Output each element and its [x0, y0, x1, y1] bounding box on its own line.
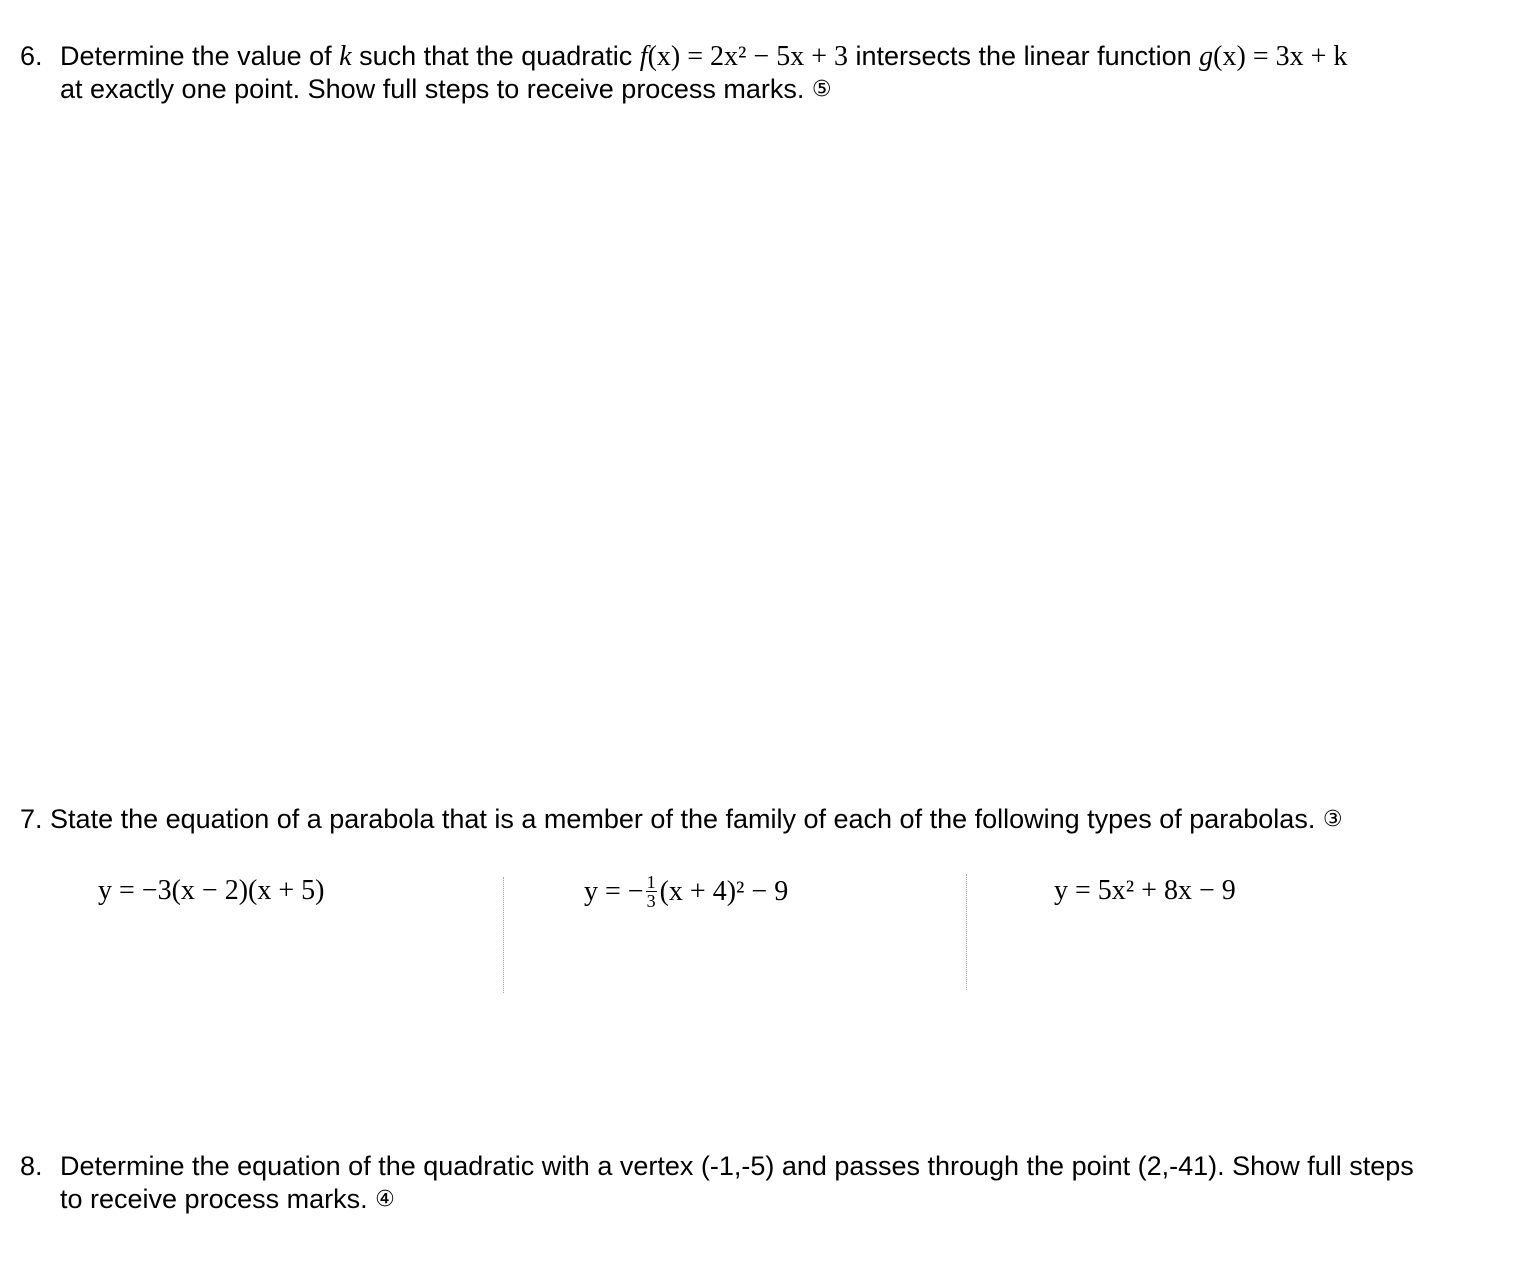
- question-6-text-part: such that the quadratic: [351, 41, 640, 71]
- question-8: [20, 1150, 1510, 1218]
- marks-badge: ③: [1322, 807, 1343, 832]
- question-6-text: [20, 40, 1500, 108]
- question-6: [20, 40, 1500, 108]
- variable-k: k: [339, 41, 352, 72]
- question-6-number: 6.: [20, 41, 43, 71]
- question-7-number: 7.: [20, 804, 43, 834]
- column-divider: [966, 874, 967, 990]
- column-divider: [503, 877, 504, 993]
- fraction-one-third: $\frac{1}{3}$: [646, 872, 656, 911]
- marks-badge: ④: [375, 1187, 395, 1212]
- equation-vertex-suffix: (x + 4)² − 9: [659, 875, 789, 907]
- linear-g: g(x) = 3x + k: [1199, 41, 1348, 72]
- question-8-text: [20, 1150, 1510, 1218]
- question-8-number: 8.: [20, 1151, 43, 1181]
- equation-standard-form: y = 5x² + 8x − 9: [1054, 875, 1236, 906]
- question-6-text-part: intersects the linear function: [847, 41, 1200, 71]
- quadratic-f: f(x) = 2x² − 5x + 3: [639, 41, 848, 72]
- question-8-text-part: to receive process marks.: [60, 1184, 368, 1214]
- question-8-text-part: Determine the equation of the quadratic with a vertex (-1,-5) and passes through the point (2,-41). Show full steps: [60, 1151, 1414, 1181]
- marks-badge: ⑤: [811, 77, 832, 102]
- question-6-text-part: at exactly one point. Show full steps to receive process marks.: [60, 74, 805, 104]
- equation-vertex-prefix: y = −: [584, 875, 644, 907]
- question-6-text-part: Determine the value of: [60, 41, 340, 71]
- equation-factored-form: y = −3(x − 2)(x + 5): [98, 875, 325, 906]
- question-7-text: State the equation of a parabola that is a member of the family of each of the following types of parabolas.: [50, 804, 1316, 834]
- question-7: [20, 803, 1500, 838]
- equation-vertex-form: [584, 872, 789, 912]
